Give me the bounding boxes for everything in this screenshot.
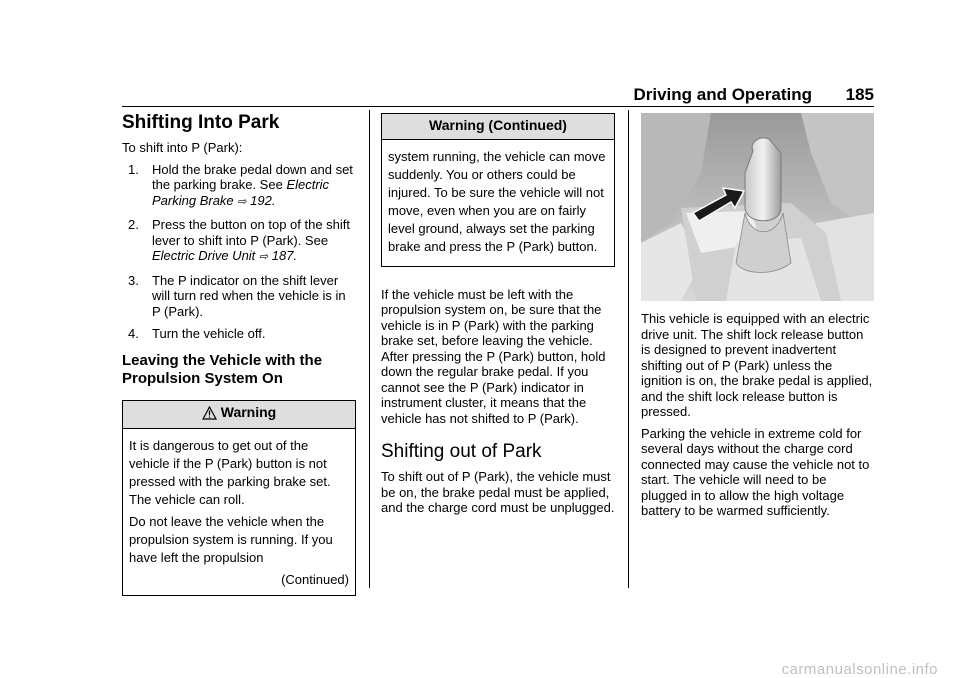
list-item: [122, 217, 356, 266]
warning-header: [123, 401, 355, 430]
subheading-leaving-vehicle: Leaving the Vehicle with the Propulsion System On: [122, 351, 323, 387]
step-number: 4.: [128, 326, 139, 341]
xref-page: 187.: [271, 248, 298, 263]
list-item: [122, 326, 356, 342]
page-number: 185: [845, 85, 874, 104]
column-divider-2: [628, 110, 629, 588]
step-text: Hold the brake pedal down and set the parking brake. See: [152, 161, 353, 192]
body-paragraph: This vehicle is equipped with an electric drive unit. The shift lock release button is designed to prevent inadvertent shifting out of P (Park) unless the ignition is on, the brake pedal is applied, and the shift lock release button is pressed.: [641, 311, 873, 419]
step-text: Press the button on top of the shift lever to shift into P (Park). See: [152, 217, 351, 248]
page-header: [122, 82, 874, 106]
xref-arrow-icon: ⇨: [237, 195, 247, 208]
continued-label: (Continued): [281, 572, 349, 587]
warning-title: Warning: [220, 403, 277, 420]
warning-paragraph: It is dangerous to get out of the vehicle if the P (Park) button is not pressed with the parking brake set. The vehicle can roll.: [129, 438, 331, 507]
warning-body: [123, 429, 355, 595]
list-item: [122, 162, 356, 211]
step-number: 2.: [128, 217, 139, 232]
body-paragraph: Parking the vehicle in extreme cold for several days without the charge cord connected may cause the vehicle not to start. The vehicle will need to be plugged in to allow the high voltage battery to be warmed sufficiently.: [641, 425, 870, 518]
body-paragraph: To shift out of P (Park), the vehicle must be on, the brake pedal must be applied, and the charge cord must be unplugged.: [381, 469, 615, 515]
shift-lever-photo: [641, 113, 874, 301]
warning-paragraph: Do not leave the vehicle when the propulsion system is running. If you have left the propulsion: [129, 514, 333, 565]
step-number: 1.: [128, 161, 139, 177]
step-text: Turn the vehicle off.: [152, 326, 266, 341]
section-heading-shifting-into-park: Shifting Into Park: [122, 112, 280, 133]
steps-list: [122, 162, 356, 342]
xref-link[interactable]: [152, 248, 297, 263]
list-item: [122, 273, 356, 320]
xref-title: Electric Parking Brake: [152, 177, 330, 208]
column-1: [122, 110, 356, 596]
intro-text: To shift into P (Park):: [122, 140, 243, 155]
warning-paragraph: system running, the vehicle can move suddenly. You or others could be injured. To be sure the vehicle will not move, even when you are on fairly level ground, always set the parking brake and press the P (Park) button.: [388, 148, 606, 254]
column-divider-1: [369, 110, 370, 588]
step-text: The P indicator on the shift lever will turn red when the vehicle is in P (Park).: [152, 272, 346, 319]
xref-title: Electric Drive Unit: [152, 248, 256, 263]
watermark-text: carmanualsonline.info: [781, 661, 938, 678]
section-title: Driving and Operating: [633, 85, 812, 104]
warning-box-continued: [381, 113, 615, 267]
warning-header: Warning (Continued): [382, 114, 614, 140]
step-number: 3.: [128, 272, 139, 288]
column-2: [381, 110, 615, 522]
section-heading-shifting-out-of-park: Shifting out of Park: [381, 441, 542, 462]
body-paragraph: If the vehicle must be left with the propulsion system on, be sure that the vehicle is in P (Park) with the parking brake set, before leaving the vehicle. After pressing the P (Park) button, hold down the regular brake pedal. If you cannot see the P (Park) indicator in instrument cluster, it means that the vehicle has not shifted to P (Park).: [381, 286, 606, 426]
warning-triangle-icon: [202, 406, 217, 424]
header-rule: [122, 106, 874, 107]
warning-box: [122, 400, 356, 597]
xref-page: 192.: [250, 192, 276, 208]
warning-body: [382, 140, 614, 266]
column-3: [641, 110, 875, 525]
xref-arrow-icon: ⇨: [258, 251, 269, 263]
